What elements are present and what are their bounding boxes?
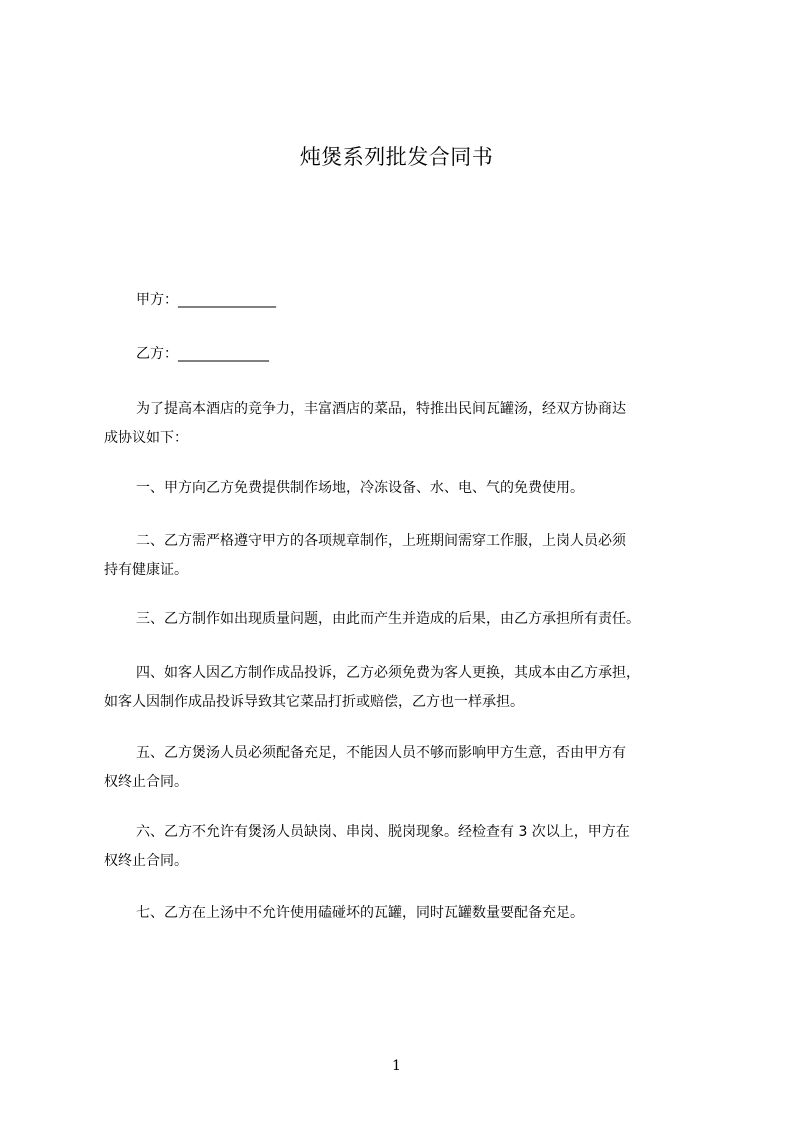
paragraph-line: 六、乙方不允许有煲汤人员缺岗、串岗、脱岗现象。经检查有 3 次以上，甲方在 [136,824,630,840]
party-b-blank: _____________ [178,346,269,362]
paragraph-line: 权终止合同。 [104,853,188,869]
party-b-label: 乙方： [136,346,178,362]
paragraph-line: 二、乙方需严格遵守甲方的各项规章制作，上班期间需穿工作服，上岗人员必须 [136,533,626,549]
paragraph-line: 权终止合同。 [104,774,188,790]
intro-paragraph [104,395,706,453]
clause-7 [104,899,706,928]
clause-6 [104,818,706,876]
party-b-line [136,344,269,364]
clause-3 [104,605,706,634]
paragraph-line: 四、如客人因乙方制作成品投诉，乙方必须免费为客人更换，其成本由乙方承担， [136,665,640,681]
paragraph-line: 三、乙方制作如出现质量问题，由此而产生并造成的后果，由乙方承担所有责任。 [136,611,640,627]
paragraph-line: 如客人因制作成品投诉导致其它菜品打折或赔偿，乙方也一样承担。 [104,694,524,710]
paragraph-line: 成协议如下： [104,430,188,446]
clause-5 [104,739,706,797]
paragraph-line: 五、乙方煲汤人员必须配备充足，不能因人员不够而影响甲方生意，否由甲方有 [136,745,626,761]
page-number: 1 [392,1058,401,1074]
party-a-line [136,290,276,310]
clause-4 [104,659,706,717]
party-a-blank: ______________ [178,292,276,308]
party-a-label: 甲方： [136,292,178,308]
paragraph-line: 七、乙方在上汤中不允许使用磕碰坏的瓦罐，同时瓦罐数量要配备充足。 [136,905,584,921]
paragraph-line: 一、甲方向乙方免费提供制作场地，冷冻设备、水、电、气的免费使用。 [136,480,584,496]
clause-2 [104,527,706,585]
paragraph-line: 为了提高本酒店的竞争力，丰富酒店的菜品，特推出民间瓦罐汤，经双方协商达 [136,401,626,417]
paragraph-line: 持有健康证。 [104,562,188,578]
document-title: 炖煲系列批发合同书 [299,145,494,169]
clause-1 [104,474,706,503]
